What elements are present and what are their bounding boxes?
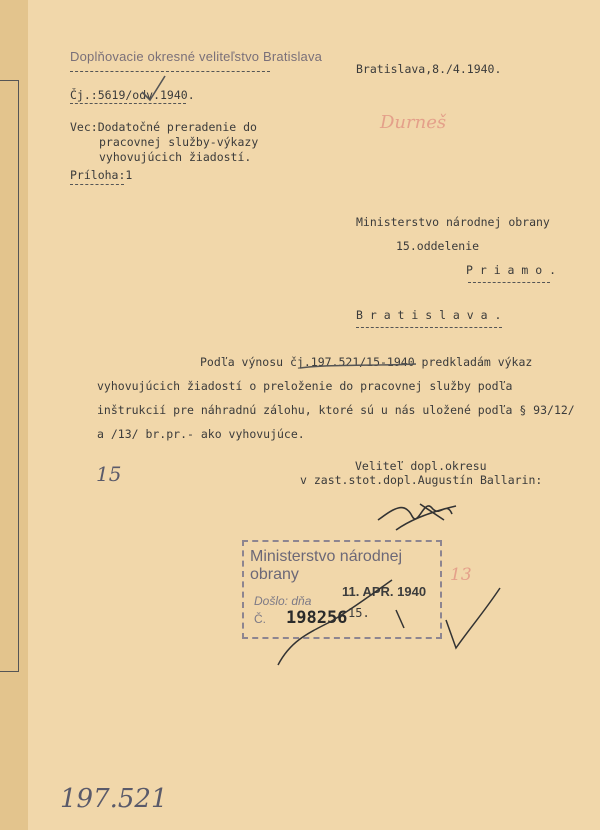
subject-line-1: Vec:Dodatočné preradenie do	[70, 120, 257, 134]
right-check-mark	[446, 588, 500, 648]
signature-scribble	[378, 504, 456, 530]
body-reference-underline	[300, 364, 416, 368]
red-handwritten-mark: 13	[450, 565, 472, 585]
receipt-stamp-number-label: Č.	[254, 612, 266, 626]
body-line-4: a /13/ br.pr.- ako vyhovujúce.	[97, 427, 305, 441]
receipt-stamp-number: 198256	[286, 608, 348, 628]
recipient-line-4: B r a t i s l a v a .	[356, 308, 502, 322]
margin-handwritten-number: 15	[96, 462, 122, 486]
receipt-stamp-title: Ministerstvo národnej obrany	[250, 548, 403, 583]
bottom-handwritten-number: 197.521	[60, 784, 168, 814]
attachment-line: Príloha:1	[70, 168, 133, 182]
subject-line-3: vyhovujúcich žiadostí.	[99, 150, 252, 164]
stamp-tick-mark	[396, 610, 404, 628]
signature-name: v zast.stot.dopl.Augustín Ballarin:	[300, 473, 543, 487]
body-line-3: inštrukcií pre náhradnú zálohu, ktoré sú u nás uložené podľa § 93/12/	[97, 403, 575, 417]
subject-line-2: pracovnej služby-výkazy	[99, 135, 259, 149]
recipient-line-1: Ministerstvo národnej obrany	[356, 215, 550, 229]
recipient-line-2: 15.oddelenie	[396, 239, 480, 253]
receipt-stamp-date: 11. APR. 1940	[342, 584, 427, 599]
signature-title: Veliteľ dopl.okresu	[355, 459, 487, 473]
reference-check-mark	[142, 76, 165, 100]
large-check-mark	[278, 580, 392, 665]
office-letterhead-stamp: Doplňovacie okresné veliteľstvo Bratislava	[70, 49, 323, 64]
receipt-stamp-received-label: Došlo: dňa	[254, 594, 312, 608]
recipient-line-3: P r i a m o .	[466, 263, 557, 277]
date-line: Bratislava,8./4.1940.	[356, 62, 502, 76]
body-line-1: Podľa výnosu čj.197.521/15-1940 predkladám výkaz	[200, 355, 533, 369]
body-line-2: vyhovujúcich žiadostí o preloženie do pracovnej služby podľa	[97, 379, 513, 393]
reference-number: Čj.:5619/odv.1940.	[70, 88, 195, 102]
receipt-stamp-suffix: 15.	[348, 606, 370, 620]
red-handwritten-note: Durneš	[380, 112, 447, 133]
